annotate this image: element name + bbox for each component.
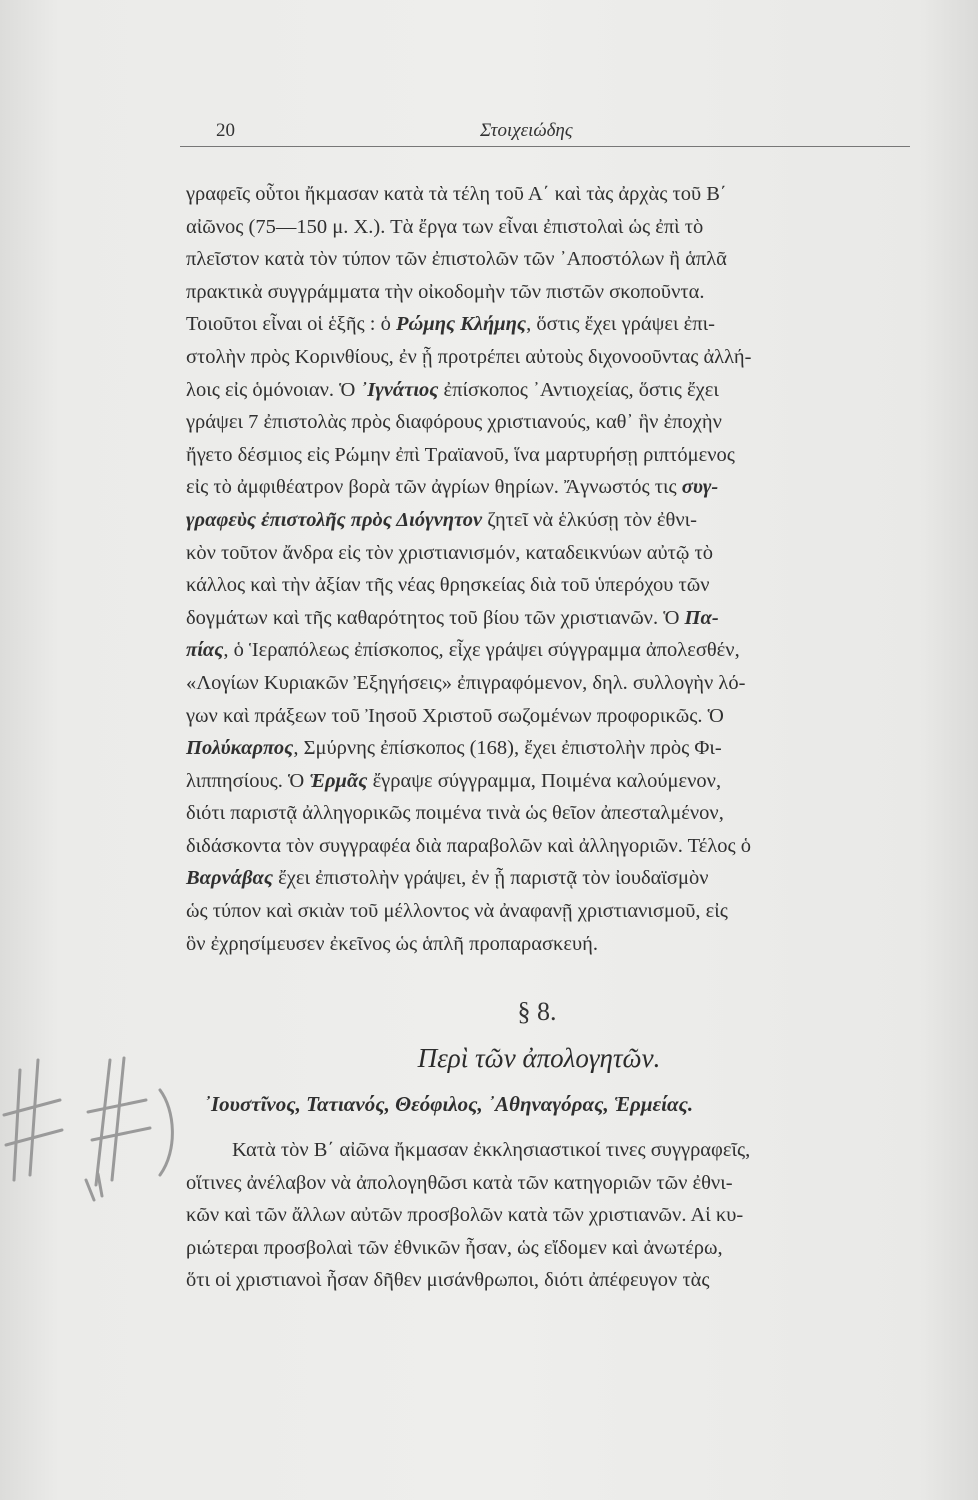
text-line: Κατὰ τὸν Β΄ αἰῶνα ἤκμασαν ἐκκλησιαστικοί τινες συγγραφεῖς, [232, 1139, 751, 1161]
text-line: Πολύκαρπος, Σμύρνης ἐπίσκοπος (168), ἔχει ἐπιστολὴν πρὸς Φι- [186, 737, 722, 760]
pencil-marks [0, 1000, 200, 1220]
text-line: στολὴν πρὸς Κορινθίους, ἐν ᾗ προτρέπει αὐτοὺς διχονοοῦντας ἀλλή- [186, 345, 752, 368]
author-name: συγ- [681, 476, 719, 499]
text-line: κῶν καὶ τῶν ἄλλων αὐτῶν προσβολῶν κατὰ τῶν χριστιανῶν. Αἱ κυ- [186, 1204, 744, 1227]
text-line: πρακτικὰ συγγράμματα τὴν οἰκοδομὴν τῶν πιστῶν σκοποῦντα. [186, 280, 705, 303]
text-line: δογμάτων καὶ τῆς καθαρότητος τοῦ βίου τῶν χριστιανῶν. Ὁ Πα- [186, 606, 719, 629]
author-name: Πα- [684, 606, 719, 629]
header-rule [180, 146, 910, 147]
text-line: οἵτινες ἀνέλαβον νὰ ἀπολογηθῶσι κατὰ τῶν κατηγοριῶν τῶν ἐθνι- [186, 1171, 733, 1194]
text-line: διότι παριστᾷ ἀλληγορικῶς ποιμένα τινὰ ὡς θεῖον ἀπεσταλμένον, [186, 802, 724, 825]
author-name: Ἑρμᾶς [309, 769, 368, 792]
text-line: λοις εἰς ὁμόνοιαν. Ὁ ᾿Ιγνάτιος ἐπίσκοπος ᾿Αντιοχείας, ὅστις ἔχει [186, 378, 719, 401]
text-line: «Λογίων Κυριακῶν Ἐξηγήσεις» ἐπιγραφόμενον, δηλ. συλλογὴν λό- [186, 671, 746, 694]
text-line: λιππησίους. Ὁ Ἑρμᾶς ἔγραψε σύγγραμμα, Ποιμένα καλούμενον, [186, 769, 722, 792]
text-line: ριώτεραι προσβολαὶ τῶν ἐθνικῶν ἦσαν, ὡς εἴδομεν καὶ ἀνωτέρω, [186, 1236, 723, 1259]
text-line: διδάσκοντα τὸν συγγραφέα διὰ παραβολῶν καὶ ἀλληγοριῶν. Τέλος ὁ [186, 834, 752, 857]
section-subtitle: ᾿Ιουστῖνος, Τατιανός, Θεόφιλος, ᾿Αθηναγόρας, Ἑρμείας. [204, 1092, 694, 1116]
text-line: εἰς τὸ ἀμφιθέατρον βορὰ τῶν ἀγρίων θηρίων. Ἄγνωστός τις συγ- [186, 476, 719, 499]
section-title: Περὶ τῶν ἀπολογητῶν. [417, 1043, 661, 1073]
text-line: ἤγετο δέσμιος εἰς Ρώμην ἐπὶ Τραϊανοῦ, ἵνα μαρτυρήσῃ ριπτόμενος [186, 443, 735, 466]
section-number: § 8. [517, 997, 557, 1026]
author-name: πίας [186, 639, 224, 662]
text-line: πλεῖστον κατὰ τὸν τύπον τῶν ἐπιστολῶν τῶν ᾿Αποστόλων ἢ ἁπλᾶ [186, 248, 727, 271]
text-line: αἰῶνος (75—150 μ. Χ.). Τὰ ἔργα των εἶναι ἐπιστολαὶ ὡς ἐπὶ τὸ [186, 215, 704, 238]
text-line: ὃν ἐχρησίμευσεν ἐκεῖνος ὡς ἁπλῆ προπαρασκευή. [186, 932, 598, 955]
text-line: ὡς τύπον καὶ σκιὰν τοῦ μέλλοντος νὰ ἀναφανῇ χριστιανισμοῦ, εἰς [186, 900, 728, 923]
paragraph-1 [186, 178, 914, 960]
text-line: γράψει 7 ἐπιστολὰς πρὸς διαφόρους χριστιανούς, καθ᾿ ἣν ἐποχὴν [186, 411, 722, 434]
author-name: Πολύκαρπος [186, 737, 294, 760]
text-line: πίας, ὁ Ἱεραπόλεως ἐπίσκοπος, εἶχε γράψει σύγγραμμα ἀπολεσθέν, [186, 639, 740, 662]
page-number: 20 [216, 120, 235, 141]
text-line: γραφεῖς οὗτοι ἤκμασαν κατὰ τὰ τέλη τοῦ Α΄ καὶ τὰς ἀρχὰς τοῦ Β΄ [186, 183, 727, 205]
text-line: ὅτι οἱ χριστιανοὶ ἦσαν δῆθεν μισάνθρωποι, διότι ἀπέφευγον τὰς [186, 1269, 710, 1292]
text-line: γων καὶ πράξεων τοῦ Ἰησοῦ Χριστοῦ σωζομένων προφορικῶς. Ὁ [186, 704, 724, 727]
text-line: Βαρνάβας ἔχει ἐπιστολὴν γράψει, ἐν ᾗ παριστᾷ τὸν ἰουδαϊσμὸν [186, 867, 709, 890]
author-name: γραφεὺς ἐπιστολῆς πρὸς Διόγνητον [186, 508, 483, 531]
text-line: κὸν τοῦτον ἄνδρα εἰς τὸν χριστιανισμόν, καταδεικνύων αὐτῷ τὸ [186, 541, 714, 564]
page-header [180, 112, 910, 148]
author-name: Ρώμης Κλήμης [395, 313, 527, 336]
author-name: Βαρνάβας [186, 867, 273, 890]
text-line: κάλλος καὶ τὴν ἀξίαν τῆς νέας θρησκείας διὰ τοῦ ὑπερόχου τῶν [186, 574, 710, 597]
running-head: Στοιχειώδης [480, 120, 573, 141]
text-line: γραφεὺς ἐπιστολῆς πρὸς Διόγνητον ζητεῖ νὰ ἑλκύσῃ τὸν ἐθνι- [186, 508, 697, 531]
author-name: ᾿Ιγνάτιος [360, 378, 439, 401]
text-line: Τοιοῦτοι εἶναι οἱ ἑξῆς : ὁ Ρώμης Κλήμης, ὅστις ἔχει γράψει ἐπι- [186, 313, 715, 336]
paragraph-2 [186, 1134, 918, 1297]
